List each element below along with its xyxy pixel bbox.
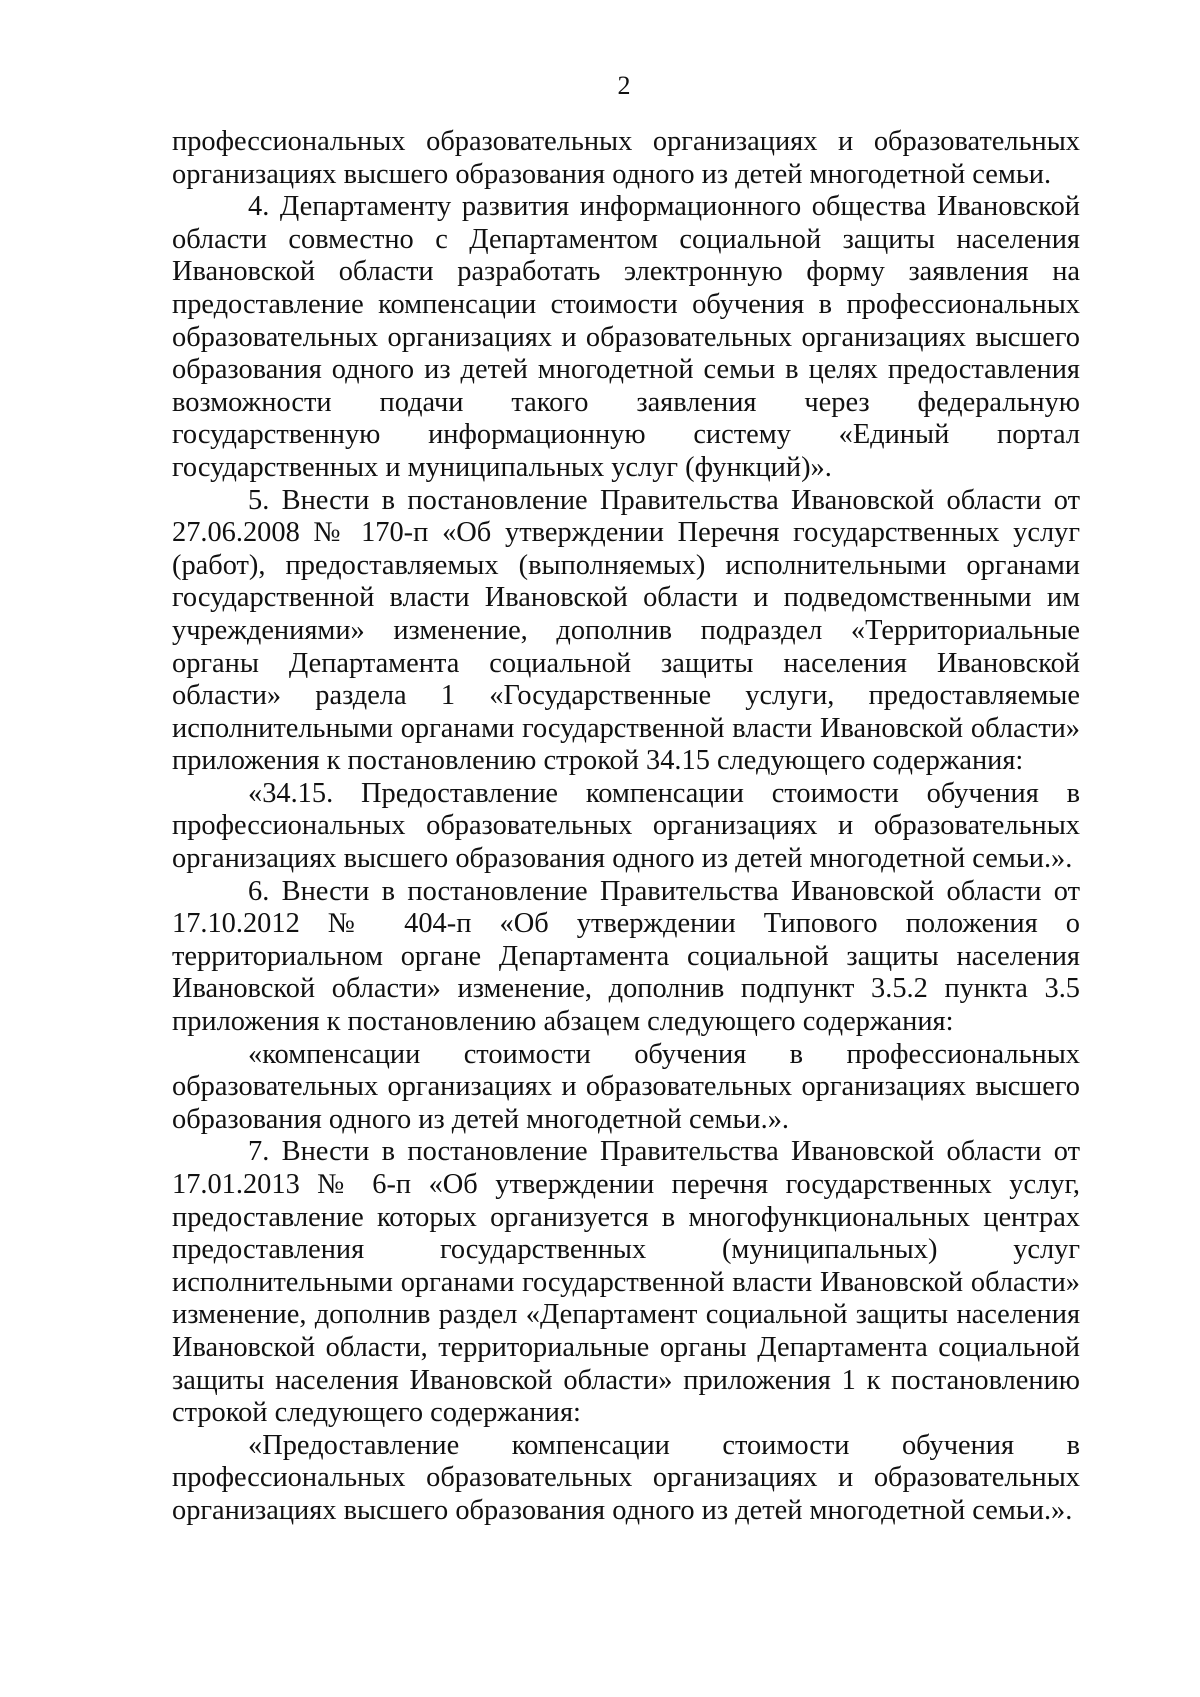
paragraph-quote-compensation: «компенсации стоимости обучения в профессиональных образовательных организациях и образовательных организациях высшего образования одного из детей многодетной семьи.». — [172, 1038, 1080, 1135]
paragraph-continuation: профессиональных образовательных организациях и образовательных организациях высшего образования одного из детей многодетной семьи. — [172, 126, 1080, 190]
paragraph-item-4: 4. Департаменту развития информационного общества Ивановской области совместно с Департаментом социальной защиты населения Ивановской области разработать электронную форму заявления на предоставление компенсации стоимости обучения в профессиональных образовательных организациях и образовательных организациях высшего образования одного из детей многодетной семьи в целях предоставления возможности подачи такого заявления через федеральную государственную информационную систему «Единый портал государственных и муниципальных услуг (функций)». — [172, 191, 1080, 483]
paragraph-item-5: 5. Внести в постановление Правительства Ивановской области от 27.06.2008 № 170-п «Об утверждении Перечня государственных услуг (работ), предоставляемых (выполняемых) исполнительными органами государственной власти Ивановской области и подведомственными им учреждениями» изменение, дополнив подраздел «Территориальные органы Департамента социальной защиты населения Ивановской области» раздела 1 «Государственные услуги, предоставляемые исполнительными органами государственной власти Ивановской области» приложения к постановлению строкой 34.15 следующего содержания: — [172, 484, 1080, 777]
paragraph-item-6: 6. Внести в постановление Правительства Ивановской области от 17.10.2012 № 404-п «Об утверждении Типового положения о территориальном органе Департамента социальной защиты населения Ивановской области» изменение, дополнив подпункт 3.5.2 пункта 3.5 приложения к постановлению абзацем следующего содержания: — [172, 875, 1080, 1038]
paragraph-quote-provision: «Предоставление компенсации стоимости обучения в профессиональных образовательных организациях и образовательных организациях высшего образования одного из детей многодетной семьи.». — [172, 1429, 1080, 1526]
paragraph-quote-34-15: «34.15. Предоставление компенсации стоимости обучения в профессиональных образовательных организациях и образовательных организациях высшего образования одного из детей многодетной семьи.». — [172, 777, 1080, 875]
document-body — [172, 126, 1080, 1528]
page-number: 2 — [617, 71, 631, 100]
paragraph-item-7: 7. Внести в постановление Правительства Ивановской области от 17.01.2013 № 6-п «Об утверждении перечня государственных услуг, предоставление которых организуется в многофункциональных центрах предоставления государственных (муниципальных) услуг исполнительными органами государственной власти Ивановской области» изменение, дополнив раздел «Департамент социальной защиты населения Ивановской области, территориальные органы Департамента социальной защиты населения Ивановской области» приложения 1 к постановлению строкой следующего содержания: — [172, 1136, 1080, 1429]
